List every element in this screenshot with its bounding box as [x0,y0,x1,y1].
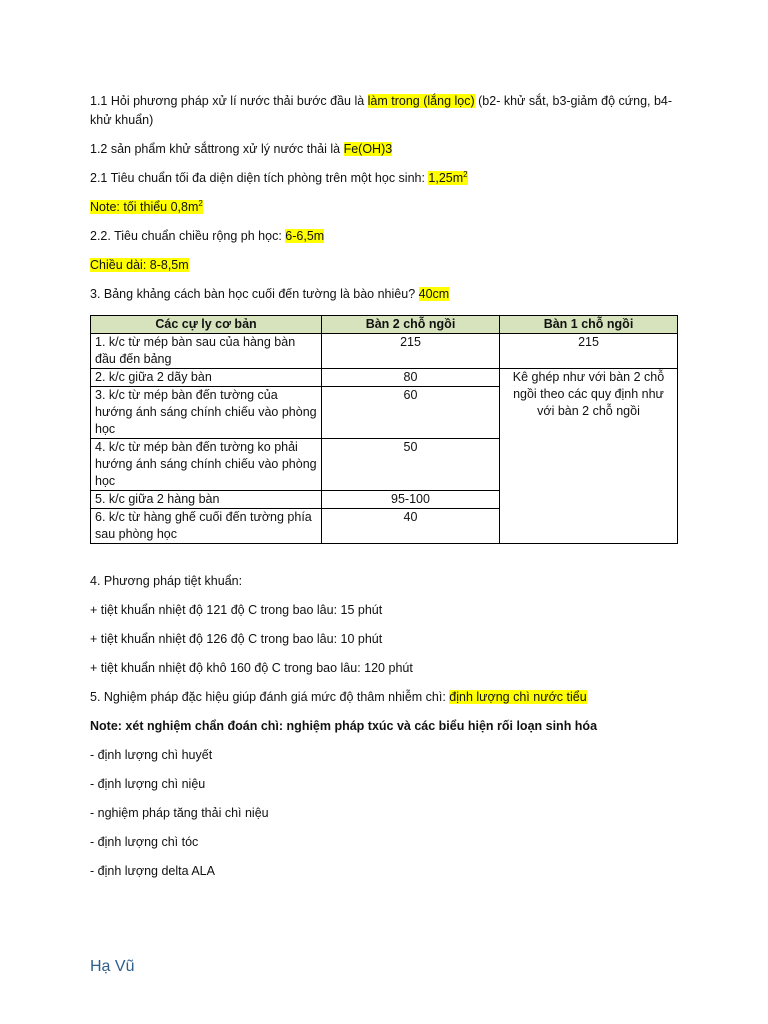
question-text: 2.2. Tiêu chuẩn chiều rộng ph học: [90,229,286,243]
sterilization-item: + tiệt khuẩn nhiệt độ khô 160 độ C trong bao lâu: 120 phút [90,661,413,675]
header-cell: Các cự ly cơ bản [91,316,322,334]
row-label: 1. k/c từ mép bàn sau của hàng bàn đầu đến bảng [91,334,322,369]
two-seat-value: 80 [322,369,500,387]
question-tail: (b2- khử sắt, b3-giảm độ cứng, b4-khử khuẩn) [90,94,673,127]
length-note [90,256,680,275]
two-seat-value: 215 [322,334,500,369]
two-seat-value: 60 [322,387,500,439]
lead-test-item: - định lượng delta ALA [90,864,215,878]
one-seat-merged-note: Kê ghép như với bàn 2 chỗ ngồi theo các quy định như với bàn 2 chỗ ngồi [500,369,678,544]
note-text: Note: tối thiểu 0,8m [90,200,199,214]
question-5 [90,688,680,707]
table-row [91,334,678,369]
author-signature: Hạ Vũ [90,958,135,975]
question-text: 2.1 Tiêu chuẩn tối đa diện diện tích phòng trên một học sinh: [90,171,429,185]
sterilization-item: + tiệt khuẩn nhiệt độ 121 độ C trong bao lâu: 15 phút [90,603,383,617]
highlighted-answer: Fe(OH)3 [343,142,393,156]
question-text: 1.2 sản phẩm khử sắttrong xử lý nước thải là [90,142,344,156]
question-4-title: 4. Phương pháp tiệt khuẩn: [90,574,243,588]
header-cell: Bàn 2 chỗ ngồi [322,316,500,334]
lead-test-item: - nghiệm pháp tăng thải chì niệu [90,806,269,820]
table-row [91,369,678,387]
table-header-row [91,316,678,334]
document-body [90,92,680,891]
question-3 [90,285,680,304]
row-label: 6. k/c từ hàng ghế cuối đến tường phía sau phòng học [91,509,322,544]
question-text: 5. Nghiệm pháp đặc hiệu giúp đánh giá mức độ thâm nhiễm chì: [90,690,450,704]
question-text: 3. Bảng khảng cách bàn học cuối đến tường là bào nhiêu? [90,287,419,301]
two-seat-value: 50 [322,439,500,491]
highlighted-note: Chiều dài: 8-8,5m [90,258,189,272]
lead-test-item: - định lượng chì niệu [90,777,206,791]
highlighted-note [90,200,203,214]
lead-test-item: - định lượng chì tóc [90,835,199,849]
superscript: 2 [198,198,203,208]
distance-table [90,315,678,544]
highlighted-answer: 40cm [418,287,450,301]
answer-value: 1,25m [428,171,464,185]
row-label: 4. k/c từ mép bàn đến tường ko phải hướng ánh sáng chính chiếu vào phòng học [91,439,322,491]
highlighted-answer: làm trong (lắng lọc) [367,94,475,108]
superscript: 2 [463,169,468,179]
highlighted-answer [428,171,467,185]
question-1-2 [90,140,680,159]
question-2-2 [90,227,680,246]
question-text: 1.1 Hỏi phương pháp xử lí nước thải bước đầu là [90,94,368,108]
lead-diagnosis-note: Note: xét nghiệm chẩn đoán chì: nghiệm pháp txúc và các biểu hiện rối loạn sinh hóa [90,719,598,733]
header-cell: Bàn 1 chỗ ngồi [500,316,678,334]
row-label: 2. k/c giữa 2 dãy bàn [91,369,322,387]
question-2-1 [90,169,680,188]
question-1-1 [90,92,680,130]
sterilization-item: + tiệt khuẩn nhiệt độ 126 độ C trong bao lâu: 10 phút [90,632,383,646]
two-seat-value: 40 [322,509,500,544]
highlighted-answer: định lượng chì nước tiểu [449,690,587,704]
lead-test-item: - định lượng chì huyết [90,748,213,762]
note-minimum [90,198,680,217]
two-seat-value: 95-100 [322,491,500,509]
row-label: 5. k/c giữa 2 hàng bàn [91,491,322,509]
one-seat-value: 215 [500,334,678,369]
row-label: 3. k/c từ mép bàn đến tường của hướng ánh sáng chính chiếu vào phòng học [91,387,322,439]
highlighted-answer: 6-6,5m [285,229,325,243]
